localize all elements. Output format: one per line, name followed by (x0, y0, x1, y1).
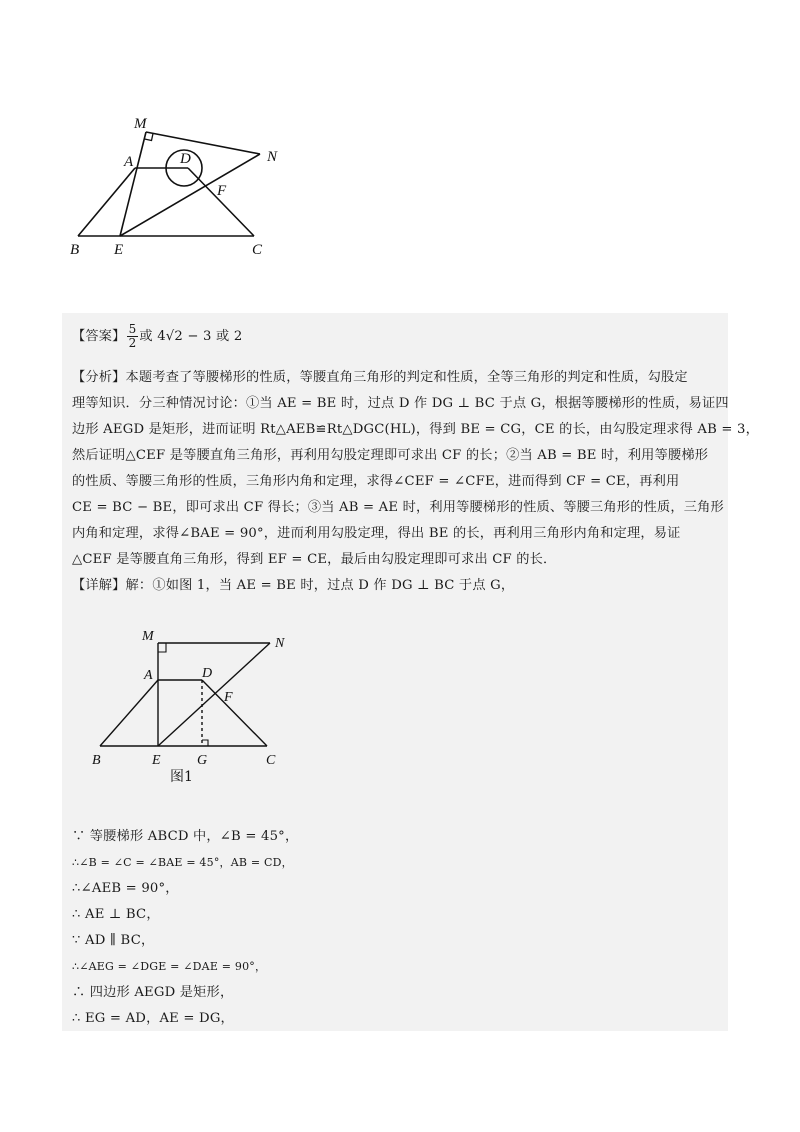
label-f: F (224, 690, 233, 705)
analysis-line-8: △CEF 是等腰直角三角形，得到 EF = CE，最后由勾股定理即可求出 CF 的长． (72, 552, 557, 567)
label-n: N (267, 149, 278, 165)
analysis-line-4: 然后证明△CEF 是等腰直角三角形，再利用勾股定理即可求出 CF 的长；②当 AB = BE 时，利用等腰梯形 (72, 448, 709, 463)
solution-panel (62, 313, 760, 1031)
segment-mn (146, 132, 260, 154)
solution-line-6: ∴∠AEG = ∠DGE = ∠DAE = 90°， (72, 960, 267, 973)
solution-line-5: ∵ AD ∥ BC， (72, 933, 155, 948)
detail-line-1: 【详解】解：①如图 1，当 AE = BE 时，过点 D 作 DG ⊥ BC 于点 G， (72, 578, 515, 593)
answer-or-1: 或 (139, 329, 153, 344)
label-e: E (152, 753, 161, 768)
label-b: B (70, 242, 80, 258)
label-f: F (217, 183, 227, 199)
solution-line-8: ∴ EG = AD，AE = DG， (72, 1011, 234, 1026)
label-a: A (124, 154, 134, 170)
label-c: C (266, 753, 276, 768)
solution-line-7: ∴ 四边形 AEGD 是矩形， (72, 985, 234, 1000)
label-c: C (252, 242, 263, 258)
label-m: M (134, 116, 147, 132)
solution-line-1: ∵ 等腰梯形 ABCD 中，∠B = 45°， (72, 829, 299, 844)
figure-caption: 图1 (170, 769, 193, 783)
label-a: A (144, 668, 153, 683)
answer-mid: 4√2 − 3 (157, 329, 212, 344)
label-m: M (142, 629, 154, 644)
label-n: N (275, 636, 285, 651)
label-g: G (197, 753, 208, 768)
segment-dc (202, 680, 267, 746)
answer-prefix: 【答案】 (72, 329, 126, 344)
answer-or-2: 或 (216, 329, 230, 344)
right-angle-mark-g (202, 740, 208, 746)
analysis-line-3: 边形 AEGD 是矩形，进而证明 Rt△AEB≌Rt△DGC(HL)，得到 BE = CG，CE 的长，由勾股定理求得 AB = 3， (72, 422, 760, 437)
geometry-figure-1 (90, 623, 295, 783)
analysis-line-2: 理等知识．分三种情况讨论：①当 AE = BE 时，过点 D 作 DG ⊥ BC 于点 G，根据等腰梯形的性质，易证四 (72, 396, 729, 411)
fraction-denominator: 2 (128, 336, 137, 350)
label-b: B (92, 753, 101, 768)
label-d: D (180, 151, 191, 167)
segment-en (158, 643, 270, 746)
analysis-line-1: 【分析】本题考查了等腰梯形的性质，等腰直角三角形的判定和性质，全等三角形的判定和性质，勾股定 (72, 370, 688, 385)
segment-ba (100, 680, 158, 746)
label-d: D (202, 666, 213, 681)
right-angle-mark-m (158, 643, 166, 652)
segment-ba (78, 168, 135, 236)
solution-line-3: ∴∠AEB = 90°， (72, 881, 179, 896)
answer-last: 2 (233, 329, 243, 344)
solution-line-4: ∴ AE ⊥ BC， (72, 907, 160, 922)
analysis-line-7: 内角和定理，求得∠BAE = 90°，进而利用勾股定理，得出 BE 的长，再利用三角形内角和定理，易证 (72, 526, 681, 541)
label-e: E (114, 242, 124, 258)
solution-line-2: ∴∠B = ∠C = ∠BAE = 45°，AB = CD， (72, 856, 293, 869)
segment-me (120, 132, 146, 236)
analysis-line-6: CE = BC − BE，即可求出 CF 得长；③当 AB = AE 时，利用等腰梯形的性质、等腰三角形的性质，三角形 (72, 500, 724, 515)
geometry-figure-top (60, 108, 290, 264)
answer-fraction (127, 323, 139, 350)
analysis-line-5: 的性质、等腰三角形的性质，三角形内角和定理，求得∠CEF = ∠CFE，进而得到 CF = CE，再利用 (72, 474, 680, 489)
fraction-numerator: 5 (128, 322, 137, 336)
answer-line (72, 323, 242, 350)
